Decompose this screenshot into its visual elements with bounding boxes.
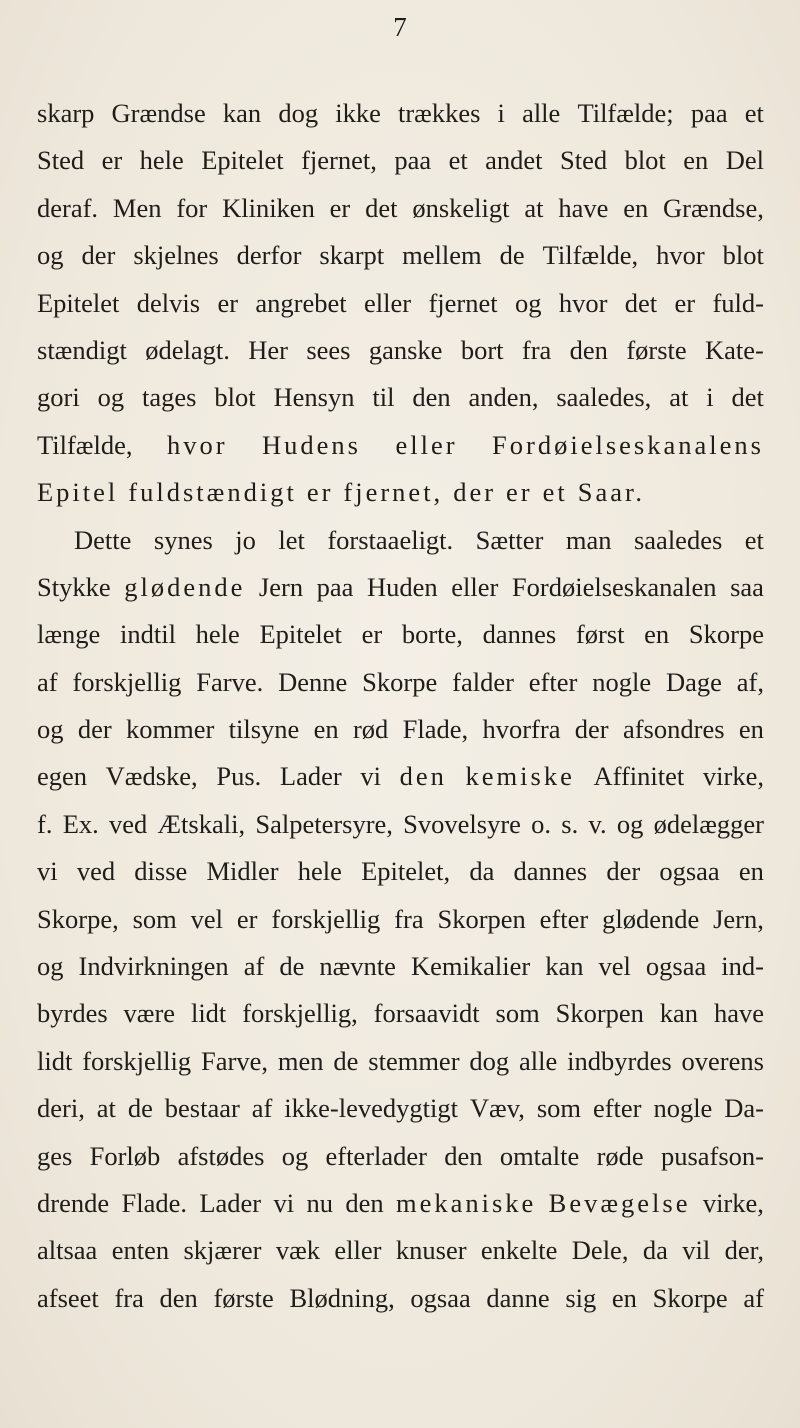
- word: af: [37, 666, 58, 697]
- word: røde: [596, 1140, 644, 1171]
- word: kan: [545, 951, 584, 982]
- word: ges: [37, 1140, 73, 1171]
- word: andet: [485, 145, 543, 176]
- word: og: [37, 951, 64, 982]
- word: Her: [248, 334, 288, 365]
- word: ogsaa: [645, 951, 707, 982]
- word: Kemikalier: [410, 951, 531, 982]
- word: er: [101, 145, 123, 176]
- word: dog: [469, 1045, 510, 1076]
- word: er: [306, 477, 334, 508]
- word: i: [706, 382, 714, 413]
- word: første: [626, 334, 687, 365]
- word: og: [281, 1140, 309, 1171]
- word: Flade.: [121, 1187, 187, 1218]
- word: lidt: [190, 998, 227, 1029]
- word: let: [278, 524, 305, 555]
- word: en: [623, 192, 649, 223]
- word: Grændse,: [663, 192, 764, 223]
- word: virke,: [702, 1187, 764, 1218]
- word: de: [333, 1045, 359, 1076]
- word: Dette: [74, 524, 132, 555]
- word: nogle: [653, 1093, 713, 1124]
- word: jo: [235, 524, 256, 555]
- word: saaledes: [633, 524, 723, 555]
- word: Grændse: [111, 98, 206, 128]
- word: Epitelet: [259, 619, 342, 650]
- word: virke,: [702, 761, 764, 792]
- word: mellem: [402, 240, 482, 271]
- word: og: [616, 808, 644, 839]
- word: Sted: [559, 145, 608, 176]
- text-line: [37, 801, 764, 848]
- word: ogsaa: [659, 856, 720, 887]
- word: der: [77, 714, 112, 745]
- word: paa: [316, 571, 354, 602]
- word: i: [497, 98, 505, 128]
- word: hele: [195, 619, 240, 650]
- word: et: [542, 477, 568, 508]
- word: at: [96, 1093, 116, 1124]
- text-line: [37, 1180, 764, 1227]
- word: den: [159, 1282, 198, 1313]
- word: stændigt: [37, 334, 127, 365]
- word: af,: [736, 666, 764, 697]
- word: ikke-levedygtigt: [284, 1093, 458, 1124]
- word: det: [731, 382, 764, 413]
- word: et: [744, 524, 764, 555]
- word: eller: [451, 571, 499, 602]
- word: skjærer: [183, 1235, 262, 1266]
- word: trækkes: [397, 98, 481, 128]
- word: eller: [334, 1235, 382, 1266]
- word: vel: [598, 951, 631, 982]
- text-line: [37, 896, 764, 943]
- word: Skorpe: [688, 619, 764, 650]
- word: eller: [395, 429, 458, 460]
- word: saaledes,: [556, 382, 652, 413]
- word: nogle: [592, 666, 652, 697]
- word: Lader: [199, 1187, 262, 1218]
- word: et: [744, 98, 764, 128]
- word: en: [611, 1282, 637, 1313]
- word: synes: [153, 524, 213, 555]
- word: den: [569, 334, 608, 365]
- word: Tilfælde,: [542, 240, 639, 271]
- word: da: [469, 856, 495, 887]
- word: fjernet,: [343, 477, 444, 508]
- word: Blødning,: [289, 1282, 395, 1313]
- word: Hudens: [262, 429, 361, 460]
- word: borte,: [401, 619, 463, 650]
- word: en: [644, 619, 670, 650]
- word: derfor: [236, 240, 302, 271]
- word: være: [123, 998, 176, 1029]
- word: der: [453, 477, 497, 508]
- word: skarpt: [319, 240, 385, 271]
- text-line: [37, 659, 764, 706]
- word: Tilfælde;: [577, 98, 674, 128]
- word: at: [669, 382, 689, 413]
- word: første: [213, 1282, 274, 1313]
- word: Affinitet: [593, 761, 685, 792]
- word: alle: [519, 1045, 558, 1076]
- word: væk: [275, 1235, 321, 1266]
- word: Skorpen: [555, 998, 644, 1029]
- word: hele: [297, 856, 342, 887]
- word: mekaniske: [395, 1187, 537, 1218]
- word: bestaar: [164, 1093, 240, 1124]
- word: først: [575, 619, 625, 650]
- text-line: [37, 943, 764, 990]
- word: afstødes: [177, 1140, 265, 1171]
- word: forskjellig,: [242, 998, 358, 1029]
- word: Skorpe: [652, 1282, 728, 1313]
- word: Saar.: [577, 477, 645, 508]
- word: s.: [561, 808, 579, 839]
- word: er: [236, 903, 258, 934]
- word: den: [412, 382, 451, 413]
- word: efter: [528, 666, 578, 697]
- word: o.: [531, 808, 552, 839]
- word: fjernet: [428, 287, 498, 318]
- text-line: [37, 469, 764, 516]
- word: Skorpen: [437, 903, 526, 934]
- word: tilsyne: [228, 714, 300, 745]
- word: hele: [139, 145, 184, 176]
- word: Tilfælde,: [37, 429, 133, 460]
- word: af: [251, 1093, 273, 1124]
- word: Hensyn: [273, 382, 355, 413]
- word: sees: [306, 334, 351, 365]
- word: Men: [112, 192, 162, 223]
- word: kan: [222, 98, 262, 128]
- word: forsaavidt: [373, 998, 480, 1029]
- word: det: [624, 287, 658, 318]
- word: indtil: [120, 619, 176, 650]
- text-line: [37, 137, 764, 184]
- word: som: [132, 903, 177, 934]
- word: danne: [486, 1282, 550, 1313]
- word: ved: [108, 808, 148, 839]
- word: Væv,: [469, 1093, 525, 1124]
- word: pusafson-: [660, 1140, 764, 1171]
- text-line: [37, 1275, 764, 1322]
- word: have: [558, 192, 609, 223]
- word: forskjellig: [82, 1045, 192, 1076]
- word: der: [81, 240, 116, 271]
- word: længe: [37, 619, 101, 650]
- body-text: [37, 90, 764, 1322]
- word: knuser: [395, 1235, 467, 1266]
- word: vi: [273, 1187, 295, 1218]
- word: der: [606, 856, 641, 887]
- word: blot: [214, 382, 256, 413]
- text-line: [37, 185, 764, 232]
- word: Dele,: [571, 1235, 629, 1266]
- word: Del: [725, 145, 764, 176]
- word: f.: [37, 808, 53, 839]
- word: glødende: [124, 571, 246, 602]
- word: have: [713, 998, 764, 1029]
- word: den: [444, 1140, 483, 1171]
- word: den: [399, 761, 447, 792]
- word: nævnte: [319, 951, 396, 982]
- word: Midler: [206, 856, 279, 887]
- word: Dage: [665, 666, 722, 697]
- word: dog: [278, 98, 319, 128]
- word: vil: [682, 1235, 711, 1266]
- word: altsaa: [37, 1235, 98, 1266]
- word: Farve.: [196, 666, 264, 697]
- word: lidt: [37, 1045, 73, 1076]
- text-line: [37, 1085, 764, 1132]
- word: man: [565, 524, 612, 555]
- word: efter: [592, 1093, 642, 1124]
- word: Flade,: [402, 714, 469, 745]
- word: Vædske,: [105, 761, 198, 792]
- word: af: [243, 951, 265, 982]
- word: og: [97, 382, 125, 413]
- word: forstaaeligt.: [327, 524, 454, 555]
- word: efter: [539, 903, 589, 934]
- word: Huden: [367, 571, 438, 602]
- word: er: [674, 287, 696, 318]
- word: Kate-: [705, 334, 764, 365]
- word: dannes: [513, 856, 588, 887]
- word: vel: [190, 903, 224, 934]
- word: Salpetersyre,: [255, 808, 393, 839]
- word: kan: [659, 998, 699, 1029]
- word: er: [329, 192, 351, 223]
- text-line: [37, 517, 764, 564]
- word: Farve,: [201, 1045, 268, 1076]
- word: glødende: [602, 903, 700, 934]
- word: Stykke: [37, 571, 111, 602]
- word: vi: [37, 856, 58, 887]
- word: den: [345, 1187, 384, 1218]
- word: fuld-: [712, 287, 764, 318]
- word: der: [574, 714, 609, 745]
- word: Epitelet,: [361, 856, 451, 887]
- word: fra: [114, 1282, 144, 1313]
- word: er: [361, 619, 383, 650]
- text-line: [37, 753, 764, 800]
- word: ønskeligt: [412, 192, 510, 223]
- word: ødelægger: [653, 808, 764, 839]
- word: Denne: [278, 666, 348, 697]
- word: delvis: [136, 287, 201, 318]
- word: og: [514, 287, 542, 318]
- word: der,: [724, 1235, 764, 1266]
- word: Bevægelse: [548, 1187, 691, 1218]
- word: Fordøielseskanalen: [511, 571, 717, 602]
- word: Skorpe,: [37, 903, 119, 934]
- text-line: [37, 422, 764, 469]
- word: sig: [565, 1282, 597, 1313]
- word: stemmer: [368, 1045, 460, 1076]
- word: forskjellig: [72, 666, 182, 697]
- word: til: [372, 382, 395, 413]
- word: ogsaa: [410, 1282, 471, 1313]
- word: paa: [394, 145, 432, 176]
- word: enkelte: [480, 1235, 558, 1266]
- word: hvor: [558, 287, 608, 318]
- text-line: [37, 280, 764, 327]
- word: Jern,: [713, 903, 764, 934]
- word: blot: [624, 145, 666, 176]
- word: Jern: [258, 571, 304, 602]
- text-line: [37, 90, 764, 137]
- word: det: [365, 192, 398, 223]
- text-line: [37, 232, 764, 279]
- word: gori: [37, 382, 80, 413]
- word: anden,: [468, 382, 539, 413]
- word: forskjellig: [271, 903, 381, 934]
- word: af: [743, 1282, 764, 1313]
- word: egen: [37, 761, 88, 792]
- word: afseet: [37, 1282, 99, 1313]
- word: Lader: [279, 761, 342, 792]
- word: som: [495, 998, 540, 1029]
- word: overens: [681, 1045, 764, 1076]
- word: de: [499, 240, 525, 271]
- word: en: [738, 856, 764, 887]
- word: men: [277, 1045, 324, 1076]
- text-line: [37, 374, 764, 421]
- word: hvorfra: [482, 714, 561, 745]
- word: fra: [521, 334, 552, 365]
- word: deri,: [37, 1093, 85, 1124]
- word: alle: [522, 98, 561, 128]
- word: rød: [352, 714, 389, 745]
- word: nu: [306, 1187, 333, 1218]
- word: de: [279, 951, 305, 982]
- word: ødelagt.: [145, 334, 230, 365]
- word: Skorpe: [362, 666, 438, 697]
- word: afsondres: [622, 714, 725, 745]
- word: Epitelet: [201, 145, 284, 176]
- word: fuldstændigt: [128, 477, 297, 508]
- word: kommer: [126, 714, 215, 745]
- word: ikke: [335, 98, 381, 128]
- text-line: [37, 1038, 764, 1085]
- word: som: [536, 1093, 582, 1124]
- word: vi: [360, 761, 381, 792]
- word: falder: [452, 666, 514, 697]
- word: fra: [394, 903, 424, 934]
- word: deraf.: [37, 192, 99, 223]
- word: indbyrdes: [567, 1045, 672, 1076]
- word: saa: [730, 571, 764, 602]
- word: en: [683, 145, 709, 176]
- word: Epitel: [37, 477, 119, 508]
- word: enten: [111, 1235, 170, 1266]
- word: eller: [364, 287, 412, 318]
- word: disse: [134, 856, 188, 887]
- word: Fordøielseskanalens: [492, 429, 764, 460]
- word: blot: [722, 240, 764, 271]
- word: Ex.: [62, 808, 99, 839]
- word: er: [506, 477, 533, 508]
- word: da: [642, 1235, 668, 1266]
- word: angrebet: [255, 287, 347, 318]
- word: Pus.: [216, 761, 262, 792]
- word: Ætskali,: [157, 808, 246, 839]
- word: Forløb: [89, 1140, 161, 1171]
- text-line: [37, 990, 764, 1037]
- word: hvor: [656, 240, 705, 271]
- text-line: [37, 848, 764, 895]
- word: en: [313, 714, 339, 745]
- word: de: [127, 1093, 153, 1124]
- word: at: [524, 192, 544, 223]
- word: for: [176, 192, 208, 223]
- word: Epitelet: [37, 287, 120, 318]
- word: et: [448, 145, 468, 176]
- word: fjernet,: [301, 145, 377, 176]
- word: efterlader: [325, 1140, 427, 1171]
- text-line: [37, 327, 764, 374]
- word: drende: [37, 1187, 110, 1218]
- word: hvor: [166, 429, 228, 460]
- word: Indvirkningen: [78, 951, 229, 982]
- word: Svovelsyre: [403, 808, 521, 839]
- word: kemiske: [465, 761, 575, 792]
- word: og: [37, 714, 64, 745]
- text-line: [37, 1133, 764, 1180]
- word: skarp: [37, 98, 95, 128]
- word: bort: [460, 334, 504, 365]
- text-line: [37, 564, 764, 611]
- text-line: [37, 706, 764, 753]
- word: v.: [588, 808, 607, 839]
- text-line: [37, 1227, 764, 1274]
- word: og: [37, 240, 64, 271]
- page-number: 7: [393, 12, 407, 42]
- word: ind-: [721, 951, 764, 982]
- word: Da-: [724, 1093, 764, 1124]
- word: byrdes: [37, 998, 108, 1029]
- word: ved: [76, 856, 116, 887]
- word: omtalte: [499, 1140, 580, 1171]
- word: paa: [690, 98, 728, 128]
- text-line: [37, 611, 764, 658]
- word: ganske: [368, 334, 443, 365]
- word: Sted: [37, 145, 85, 176]
- word: Sætter: [475, 524, 544, 555]
- word: tages: [142, 382, 197, 413]
- word: dannes: [482, 619, 557, 650]
- word: Kliniken: [222, 192, 315, 223]
- word: er: [217, 287, 239, 318]
- word: skjelnes: [133, 240, 219, 271]
- word: en: [738, 714, 764, 745]
